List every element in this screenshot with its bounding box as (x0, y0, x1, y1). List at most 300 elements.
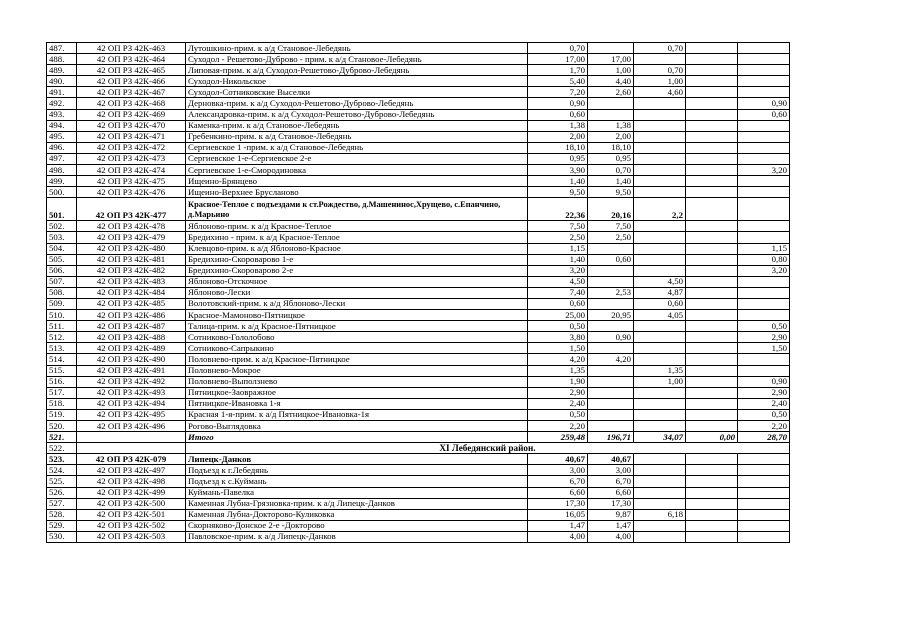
length-asphalt: 2,50 (588, 232, 634, 243)
length-unpaved (738, 131, 790, 142)
length-asphalt (588, 298, 634, 309)
length-total: 2,50 (528, 232, 588, 243)
length-other (686, 376, 738, 387)
row-number: 492. (47, 98, 77, 109)
length-total: 1,40 (528, 176, 588, 187)
length-total: 4,20 (528, 354, 588, 365)
table-row (47, 432, 790, 443)
road-name: Пятницкое-Ивановка 1-я (186, 398, 528, 409)
length-other (686, 109, 738, 120)
road-name: Итого (186, 432, 528, 443)
table-row (47, 120, 790, 131)
length-gravel: 34,07 (634, 432, 686, 443)
length-unpaved (738, 287, 790, 298)
row-number: 509. (47, 298, 77, 309)
empty-cell (77, 443, 186, 454)
length-gravel (634, 531, 686, 542)
length-total: 5,40 (528, 76, 588, 87)
road-name: Яблоново-Отскочное (186, 276, 528, 287)
length-unpaved (738, 276, 790, 287)
table-row (47, 43, 790, 54)
length-other (686, 65, 738, 76)
length-gravel (634, 465, 686, 476)
length-other (686, 421, 738, 432)
road-name: Липовая-прим. к а/д Суходол-Решетово-Дуброво-Лебедянь (186, 65, 528, 76)
length-total: 7,50 (528, 221, 588, 232)
length-other (686, 265, 738, 276)
length-asphalt: 7,50 (588, 221, 634, 232)
length-unpaved (738, 354, 790, 365)
length-unpaved (738, 465, 790, 476)
road-name: Талица-прим. к а/д Красное-Пятницкое (186, 321, 528, 332)
row-number: 505. (47, 254, 77, 265)
roads-table (46, 42, 790, 543)
length-unpaved (738, 142, 790, 153)
length-total: 6,60 (528, 487, 588, 498)
length-unpaved (738, 454, 790, 465)
length-gravel (634, 343, 686, 354)
table-row (47, 421, 790, 432)
road-code: 42 ОП РЗ 42К-501 (77, 509, 186, 520)
table-row (47, 232, 790, 243)
road-name: Куймань-Павелка (186, 487, 528, 498)
length-asphalt (588, 109, 634, 120)
length-unpaved (738, 221, 790, 232)
length-gravel (634, 409, 686, 420)
length-other (686, 465, 738, 476)
row-number: 487. (47, 43, 77, 54)
road-name: Бредихино - прим. к а/д Красное-Теплое (186, 232, 528, 243)
section-title: XI Лебедянский район. (186, 443, 790, 454)
length-asphalt: 6,60 (588, 487, 634, 498)
length-other (686, 531, 738, 542)
road-code: 42 ОП РЗ 42К-495 (77, 409, 186, 420)
road-code: 42 ОП РЗ 42К-463 (77, 43, 186, 54)
length-gravel (634, 520, 686, 531)
length-total: 0,95 (528, 153, 588, 164)
row-number: 520. (47, 421, 77, 432)
road-name: Сергиевское 1 -прим. к а/д Становое-Лебедянь (186, 142, 528, 153)
row-number: 499. (47, 176, 77, 187)
length-gravel (634, 498, 686, 509)
length-asphalt: 1,00 (588, 65, 634, 76)
table-row (47, 187, 790, 198)
road-code (77, 432, 186, 443)
length-other (686, 221, 738, 232)
length-other (686, 476, 738, 487)
road-name: Бредихино-Скороварово 1-е (186, 254, 528, 265)
table-row (47, 365, 790, 376)
length-gravel (634, 454, 686, 465)
length-total: 1,47 (528, 520, 588, 531)
road-code: 42 ОП РЗ 42К-479 (77, 232, 186, 243)
row-number: 510. (47, 310, 77, 321)
table-row (47, 343, 790, 354)
length-total: 1,35 (528, 365, 588, 376)
length-unpaved (738, 310, 790, 321)
road-name: Сотниково-Гололобово (186, 332, 528, 343)
length-unpaved (738, 153, 790, 164)
length-other (686, 76, 738, 87)
length-asphalt: 1,47 (588, 520, 634, 531)
length-gravel (634, 221, 686, 232)
row-number: 516. (47, 376, 77, 387)
length-asphalt (588, 398, 634, 409)
road-name: Волотовский-прим. к а/д Яблоново-Лески (186, 298, 528, 309)
length-unpaved (738, 43, 790, 54)
road-code: 42 ОП РЗ 42К-473 (77, 153, 186, 164)
length-gravel (634, 131, 686, 142)
length-gravel (634, 243, 686, 254)
length-other (686, 98, 738, 109)
length-asphalt: 4,00 (588, 531, 634, 542)
length-asphalt: 20,95 (588, 310, 634, 321)
road-code: 42 ОП РЗ 42К-465 (77, 65, 186, 76)
road-code: 42 ОП РЗ 42К-480 (77, 243, 186, 254)
road-name: Подъезд к с.Куймань (186, 476, 528, 487)
road-name: Лутошкино-прим. к а/д Становое-Лебедянь (186, 43, 528, 54)
row-number: 512. (47, 332, 77, 343)
road-name: Суходол - Решетово-Дуброво - прим. к а/д Становое-Лебедянь (186, 54, 528, 65)
table-row (47, 142, 790, 153)
length-asphalt (588, 321, 634, 332)
row-number: 530. (47, 531, 77, 542)
length-asphalt (588, 43, 634, 54)
table-row (47, 109, 790, 120)
length-other (686, 298, 738, 309)
length-total: 3,20 (528, 265, 588, 276)
road-code: 42 ОП РЗ 42К-469 (77, 109, 186, 120)
length-other (686, 142, 738, 153)
table-row (47, 531, 790, 542)
table-row (47, 476, 790, 487)
road-name: Сергиевское 1-е-Сергиевское 2-е (186, 153, 528, 164)
length-total: 1,90 (528, 376, 588, 387)
length-total: 1,50 (528, 343, 588, 354)
length-other (686, 243, 738, 254)
length-other (686, 332, 738, 343)
length-asphalt: 18,10 (588, 142, 634, 153)
road-code: 42 ОП РЗ 42К-470 (77, 120, 186, 131)
length-unpaved: 0,50 (738, 409, 790, 420)
length-asphalt: 0,90 (588, 332, 634, 343)
road-code: 42 ОП РЗ 42К-468 (77, 98, 186, 109)
length-other (686, 254, 738, 265)
length-other (686, 198, 738, 221)
length-other: 0,00 (686, 432, 738, 443)
road-code: 42 ОП РЗ 42К-485 (77, 298, 186, 309)
length-unpaved (738, 198, 790, 221)
length-asphalt: 9,50 (588, 187, 634, 198)
length-asphalt: 2,00 (588, 131, 634, 142)
length-other (686, 387, 738, 398)
row-number: 526. (47, 487, 77, 498)
length-total: 3,00 (528, 465, 588, 476)
road-code: 42 ОП РЗ 42К-478 (77, 221, 186, 232)
table-row (47, 287, 790, 298)
road-name: Сотниково-Сапрыкино (186, 343, 528, 354)
road-code: 42 ОП РЗ 42К-079 (77, 454, 186, 465)
road-code: 42 ОП РЗ 42К-484 (77, 287, 186, 298)
length-gravel (634, 332, 686, 343)
length-other (686, 131, 738, 142)
length-gravel: 4,60 (634, 87, 686, 98)
table-row (47, 332, 790, 343)
row-number: 514. (47, 354, 77, 365)
length-other (686, 176, 738, 187)
document-sheet (46, 42, 790, 543)
length-unpaved (738, 76, 790, 87)
length-other (686, 87, 738, 98)
road-code: 42 ОП РЗ 42К-489 (77, 343, 186, 354)
road-name: Клевцово-прим. к а/д Яблоново-Красное (186, 243, 528, 254)
length-gravel: 4,87 (634, 287, 686, 298)
length-total: 25,00 (528, 310, 588, 321)
row-number: 504. (47, 243, 77, 254)
row-number: 527. (47, 498, 77, 509)
length-unpaved: 0,60 (738, 109, 790, 120)
road-name: Половнево-Выползнево (186, 376, 528, 387)
row-number: 495. (47, 131, 77, 142)
road-name: Павловское-прим. к а/д Липецк-Данков (186, 531, 528, 542)
road-code: 42 ОП РЗ 42К-500 (77, 498, 186, 509)
road-name: Каменная Лубна-Грязновка-прим. к а/д Липецк-Данков (186, 498, 528, 509)
length-total: 0,50 (528, 321, 588, 332)
road-name: Сергиевское 1-е-Смородиновка (186, 165, 528, 176)
length-gravel: 6,18 (634, 509, 686, 520)
row-number: 523. (47, 454, 77, 465)
table-row (47, 276, 790, 287)
length-asphalt: 1,40 (588, 176, 634, 187)
road-code: 42 ОП РЗ 42К-502 (77, 520, 186, 531)
table-row (47, 376, 790, 387)
length-gravel (634, 153, 686, 164)
length-total: 9,50 (528, 187, 588, 198)
row-number: 502. (47, 221, 77, 232)
length-total: 7,40 (528, 287, 588, 298)
length-unpaved (738, 487, 790, 498)
table-row (47, 98, 790, 109)
table-row (47, 54, 790, 65)
road-code: 42 ОП РЗ 42К-472 (77, 142, 186, 153)
road-name: Каменная Лубна-Докторово-Куликовка (186, 509, 528, 520)
length-total: 22,36 (528, 198, 588, 221)
road-code: 42 ОП РЗ 42К-481 (77, 254, 186, 265)
length-asphalt: 1,38 (588, 120, 634, 131)
row-number: 515. (47, 365, 77, 376)
row-number: 511. (47, 321, 77, 332)
length-unpaved: 2,90 (738, 387, 790, 398)
length-gravel (634, 232, 686, 243)
row-number: 507. (47, 276, 77, 287)
length-other (686, 520, 738, 531)
road-name: Пятницкое-Заовражное (186, 387, 528, 398)
length-asphalt (588, 98, 634, 109)
length-total: 4,00 (528, 531, 588, 542)
length-unpaved: 2,40 (738, 398, 790, 409)
length-total: 6,70 (528, 476, 588, 487)
road-code: 42 ОП РЗ 42К-471 (77, 131, 186, 142)
road-name: Половнево-прим. к а/д Красное-Пятницкое (186, 354, 528, 365)
table-row (47, 76, 790, 87)
table-row (47, 65, 790, 76)
table-row (47, 310, 790, 321)
length-unpaved: 3,20 (738, 265, 790, 276)
length-total: 3,90 (528, 165, 588, 176)
length-total: 1,70 (528, 65, 588, 76)
road-name: Гребенкино-прим. к а/д Становое-Лебедянь (186, 131, 528, 142)
length-other (686, 498, 738, 509)
length-unpaved (738, 87, 790, 98)
length-unpaved: 28,70 (738, 432, 790, 443)
road-code: 42 ОП РЗ 42К-491 (77, 365, 186, 376)
length-asphalt: 196,71 (588, 432, 634, 443)
length-asphalt (588, 343, 634, 354)
row-number: 508. (47, 287, 77, 298)
road-code: 42 ОП РЗ 42К-488 (77, 332, 186, 343)
length-gravel: 1,35 (634, 365, 686, 376)
table-row (47, 520, 790, 531)
road-name: Суходол-Сотниковские Выселки (186, 87, 528, 98)
table-row (47, 131, 790, 142)
table-row (47, 198, 790, 221)
road-name: Ищеино-Верхнее Брусланово (186, 187, 528, 198)
length-total: 1,40 (528, 254, 588, 265)
road-name: Красное-Теплое с подъездами к ст.Рождество, д.Машенинос,Хрущево, с.Епанчино, д.Марьино (186, 198, 528, 221)
road-name: Яблоново-прим. к а/д Красное-Теплое (186, 221, 528, 232)
length-asphalt: 0,95 (588, 153, 634, 164)
row-number: 489. (47, 65, 77, 76)
length-other (686, 232, 738, 243)
length-other (686, 153, 738, 164)
length-gravel: 2,2 (634, 198, 686, 221)
length-gravel (634, 487, 686, 498)
table-row (47, 165, 790, 176)
length-total: 17,30 (528, 498, 588, 509)
length-unpaved (738, 187, 790, 198)
road-name: Красное-Мамоново-Пятницкое (186, 310, 528, 321)
length-other (686, 454, 738, 465)
road-code: 42 ОП РЗ 42К-498 (77, 476, 186, 487)
length-total: 2,20 (528, 421, 588, 432)
length-asphalt (588, 376, 634, 387)
road-name: Суходол-Никольское (186, 76, 528, 87)
length-gravel (634, 120, 686, 131)
length-unpaved (738, 120, 790, 131)
row-number: 503. (47, 232, 77, 243)
length-total: 3,80 (528, 332, 588, 343)
length-unpaved (738, 509, 790, 520)
road-code: 42 ОП РЗ 42К-487 (77, 321, 186, 332)
length-unpaved (738, 298, 790, 309)
length-total: 4,50 (528, 276, 588, 287)
length-asphalt (588, 387, 634, 398)
length-other (686, 187, 738, 198)
row-number: 494. (47, 120, 77, 131)
length-unpaved: 0,50 (738, 321, 790, 332)
length-asphalt: 6,70 (588, 476, 634, 487)
length-unpaved (738, 365, 790, 376)
road-name: Подъезд к г.Лебедянь (186, 465, 528, 476)
table-row (47, 153, 790, 164)
length-asphalt (588, 276, 634, 287)
row-number: 506. (47, 265, 77, 276)
length-other (686, 343, 738, 354)
road-code: 42 ОП РЗ 42К-477 (77, 198, 186, 221)
length-total: 1,38 (528, 120, 588, 131)
length-asphalt: 2,60 (588, 87, 634, 98)
table-body (47, 43, 790, 543)
length-gravel (634, 98, 686, 109)
length-gravel (634, 398, 686, 409)
length-unpaved: 2,90 (738, 332, 790, 343)
length-other (686, 365, 738, 376)
length-gravel (634, 387, 686, 398)
table-row (47, 465, 790, 476)
length-unpaved (738, 476, 790, 487)
row-number: 490. (47, 76, 77, 87)
road-code: 42 ОП РЗ 42К-494 (77, 398, 186, 409)
table-row (47, 254, 790, 265)
table-row (47, 443, 790, 454)
length-total: 0,70 (528, 43, 588, 54)
length-other (686, 120, 738, 131)
row-number: 500. (47, 187, 77, 198)
length-gravel (634, 421, 686, 432)
road-code: 42 ОП РЗ 42К-464 (77, 54, 186, 65)
length-asphalt: 9,87 (588, 509, 634, 520)
length-unpaved: 1,15 (738, 243, 790, 254)
length-gravel (634, 142, 686, 153)
road-name: Бредихино-Скороварово 2-е (186, 265, 528, 276)
length-gravel: 4,50 (634, 276, 686, 287)
length-total: 0,60 (528, 109, 588, 120)
length-gravel (634, 165, 686, 176)
road-code: 42 ОП РЗ 42К-483 (77, 276, 186, 287)
length-total: 259,48 (528, 432, 588, 443)
row-number: 501. (47, 198, 77, 221)
length-total: 0,50 (528, 409, 588, 420)
length-other (686, 165, 738, 176)
road-code: 42 ОП РЗ 42К-499 (77, 487, 186, 498)
row-number: 498. (47, 165, 77, 176)
table-row (47, 498, 790, 509)
length-total: 1,15 (528, 243, 588, 254)
length-gravel: 0,70 (634, 65, 686, 76)
row-number: 529. (47, 520, 77, 531)
row-number: 491. (47, 87, 77, 98)
length-other (686, 487, 738, 498)
table-row (47, 321, 790, 332)
length-total: 40,67 (528, 454, 588, 465)
length-other (686, 287, 738, 298)
road-code: 42 ОП РЗ 42К-492 (77, 376, 186, 387)
road-name: Скорняково-Донское 2-е -Докторово (186, 520, 528, 531)
road-name: Ищеино-Брянцево (186, 176, 528, 187)
length-total: 16,05 (528, 509, 588, 520)
length-unpaved: 0,90 (738, 376, 790, 387)
length-unpaved (738, 232, 790, 243)
road-code: 42 ОП РЗ 42К-497 (77, 465, 186, 476)
length-total: 0,60 (528, 298, 588, 309)
length-asphalt: 3,00 (588, 465, 634, 476)
length-other (686, 54, 738, 65)
length-gravel (634, 54, 686, 65)
length-other (686, 398, 738, 409)
length-unpaved: 0,90 (738, 98, 790, 109)
table-row (47, 509, 790, 520)
length-asphalt: 40,67 (588, 454, 634, 465)
